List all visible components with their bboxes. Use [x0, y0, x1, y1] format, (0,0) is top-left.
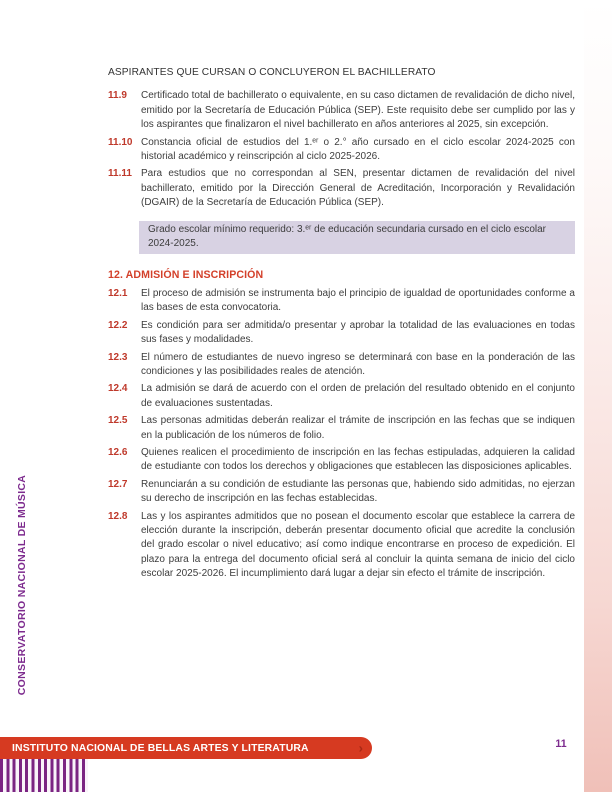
list-item [108, 351, 575, 380]
item-number: 11.9 [108, 90, 127, 102]
section-11-subheading: ASPIRANTES QUE CURSAN O CONCLUYERON EL BACHILLERATO [108, 67, 436, 78]
item-number: 12.5 [108, 415, 128, 427]
item-text: Renunciarán a su condición de estudiante las personas que, habiendo sido admitidas, no ejerzan su derecho de inscripción en las fechas establecidas. [141, 478, 575, 505]
item-number: 12.4 [108, 383, 128, 395]
minimum-grade-note-box [139, 221, 575, 255]
item-text: Constancia oficial de estudios del 1.ᵉʳ o 2.° año cursado en el ciclo escolar 2024-2025 con historial académico y reinscripción al ciclo 2025-2026. [141, 136, 575, 163]
item-text: El proceso de admisión se instrumenta bajo el principio de igualdad de oportunidades conforme a las bases de esta convocatoria. [141, 287, 575, 314]
item-text: El número de estudiantes de nuevo ingreso se determinará con base en la ponderación de las condiciones y las posibilidades reales de atención. [141, 351, 575, 377]
item-text: Las y los aspirantes admitidos que no posean el documento escolar que establece la carrera de elección durante la inscripción, deberán presentar documento oficial que acredite la conclusión del grado escolar o nivel educativo; así como indique encontrarse en proceso de expedición. El plazo para la entrega del documento oficial será al concluir la quinta semana de inicio del ciclo escolar 2025-2026. El incumplimiento dará lugar a dejar sin efecto el trámite de inscripción. [141, 510, 575, 580]
list-item [108, 89, 575, 132]
item-number: 12.6 [108, 446, 128, 458]
note-text: Grado escolar mínimo requerido: 3.ᵉʳ de educación secundaria cursado en el ciclo escolar 2024-2025. [148, 223, 546, 250]
page-number: 11 [555, 738, 567, 750]
sidebar-vertical-title: CONSERVATORIO NACIONAL DE MÚSICA [16, 474, 28, 696]
list-item [108, 478, 575, 507]
item-text: Es condición para ser admitida/o presentar y aprobar la totalidad de las evaluaciones en todas sus fases y modalidades. [141, 319, 575, 346]
item-number: 11.11 [108, 168, 132, 180]
item-text: Las personas admitidas deberán realizar el trámite de inscripción en las fechas que se indiquen en la publicación de los números de folio. [141, 415, 575, 441]
list-item [108, 136, 575, 165]
item-number: 12.1 [108, 287, 128, 299]
list-item [108, 287, 575, 316]
footer-banner-label: INSTITUTO NACIONAL DE BELLAS ARTES Y LITERATURA [12, 742, 309, 754]
chevron-right-icon: › [358, 740, 363, 756]
list-item [108, 510, 575, 582]
item-text: La admisión se dará de acuerdo con el orden de prelación del resultado obtenido en el conjunto de evaluaciones sustentadas. [141, 383, 575, 409]
item-text: Quienes realicen el procedimiento de inscripción en las fechas estipuladas, adquieren la calidad de estudiante con todos los derechos y obligaciones que establecen las disposiciones aplicables. [141, 446, 575, 473]
item-number: 11.10 [108, 136, 133, 148]
main-text-column [108, 66, 575, 585]
item-number: 12.2 [108, 319, 128, 331]
list-item [108, 446, 575, 475]
list-item [108, 414, 575, 443]
item-text: Para estudios que no correspondan al SEN, presentar dictamen de revalidación del nivel bachillerato, emitido por la Dirección General de Acreditación, Incorporación y Revalidación (DGAIR) de la Secretaría de Educación Pública (SEP). [141, 168, 575, 209]
section-12-heading: 12. ADMISIÓN E INSCRIPCIÓN [108, 269, 264, 282]
item-number: 12.7 [108, 478, 128, 490]
item-number: 12.8 [108, 510, 128, 522]
footer-institute-banner [0, 737, 372, 759]
list-item [108, 382, 575, 411]
list-item [108, 319, 575, 348]
footer-stripe-decoration [0, 759, 88, 792]
item-text: Certificado total de bachillerato o equivalente, en su caso dictamen de revalidación de dicho nivel, emitido por la Secretaría de Educación Pública (SEP). Este requisito debe ser cumplido por las y los aspirantes que finalizaron el nivel bachillerato en años anteriores al 2025, sin excepción. [141, 90, 575, 131]
right-edge-gradient [584, 0, 612, 792]
item-number: 12.3 [108, 351, 128, 363]
list-item [108, 167, 575, 210]
